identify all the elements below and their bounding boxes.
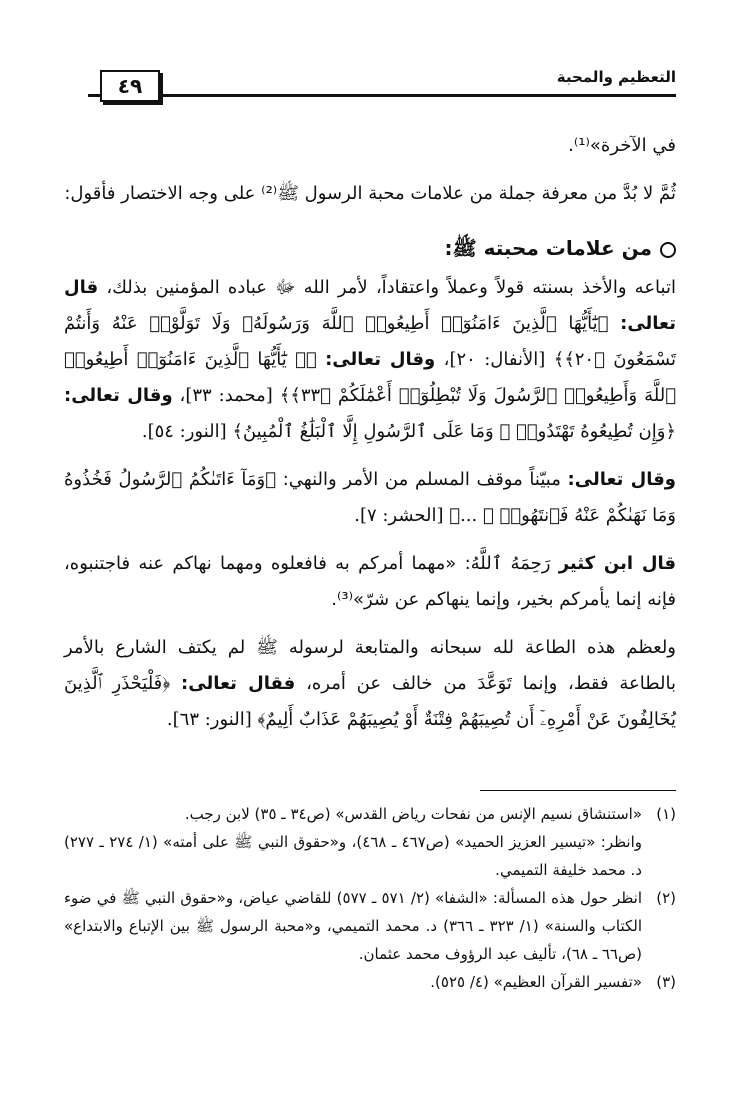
- circle-bullet-icon: [660, 242, 676, 258]
- p3-label-b: وقال تعالى:: [325, 349, 436, 370]
- p4-label: وقال تعالى:: [567, 469, 676, 490]
- p3-quran-b: ﴿۞ يَٰٓأَيُّهَا ٱلَّذِينَ ءَامَنُوٓا۟ أَطِيعُوا۟ ٱللَّهَ وَأَطِيعُوا۟ ٱلرَّسُولَ وَلَا تُبْطِلُوٓا۟ أَعْمَٰلَكُمْ ﴿٣٣﴾﴾ [محمد: ٣٣]،: [64, 349, 676, 406]
- paragraph-4: [64, 462, 676, 534]
- p3-text-a: اتباعه والأخذ بسنته قولاً وعملاً واعتقاداً، لأمر الله ﷻ عباده المؤمنين بذلك،: [106, 277, 676, 298]
- p6-quran: ﴿فَلْيَحْذَرِ ٱلَّذِينَ يُخَالِفُونَ عَنْ أَمْرِهِۦٓ أَن تُصِيبَهُمْ فِتْنَةٌ أَوْ يُصِيبَهُمْ عَذَابٌ أَلِيمٌ﴾ [النور: ٦٣].: [64, 673, 676, 730]
- section-heading: [64, 228, 676, 268]
- footnote-1-line-1: «استنشاق نسيم الإنس من نفحات رياض القدس» (ص٣٤ ـ ٣٥) لابن رجب.: [184, 805, 642, 823]
- p3-label-c: وقال تعالى:: [64, 385, 173, 406]
- p4-quran: ﴿وَمَآ ءَاتَىٰكُمُ ٱلرَّسُولُ فَخُذُوهُ وَمَا نَهَىٰكُمْ عَنْهُ فَٱنتَهُوا۟ ۚ ...﴾ [الحشر: ٧].: [64, 469, 676, 526]
- footnote-3-number: (٣): [656, 973, 676, 991]
- footnote-3-text: «تفسير القرآن العظيم» (٤/ ٥٢٥).: [430, 973, 642, 991]
- main-text: [64, 128, 676, 738]
- header-rule: [88, 94, 676, 97]
- footnote-2-text: انظر حول هذه المسألة: «الشفا» (٢/ ٥٧١ ـ ٥٧٧) للقاضي عياض، و«حقوق النبي ﷺ في ضوء الكتاب والسنة» (١/ ٣٢٣ ـ ٣٦٦) د. محمد التميمي، و«محبة الرسول ﷺ بين الإتباع والابتداع» (ص٦٦ ـ ٦٨)، تأليف عبد الرؤوف محمد عثمان.: [64, 889, 643, 963]
- footnote-1-line-2: وانظر: «تيسير العزيز الحميد» (ص٤٦٧ ـ ٤٦٨)، و«حقوق النبي ﷺ على أمته» (١/ ٢٧٤ ـ ٢٧٧) د. محمد خليفة التميمي.: [64, 833, 643, 879]
- p6-label: فقال تعالى:: [181, 673, 296, 694]
- p4-text: مبيّناً موقف المسلم من الأمر والنهي:: [282, 469, 561, 490]
- page-header: [88, 66, 676, 106]
- paragraph-6: [64, 630, 676, 738]
- footnote-2: [64, 884, 676, 968]
- p3-label-a: قال تعالى:: [64, 277, 676, 334]
- paragraph-5: [64, 546, 676, 618]
- footnotes: [64, 800, 676, 996]
- p5-label: قال ابن كثير: [558, 553, 676, 574]
- paragraph-1: في الآخرة»⁽¹⁾.: [568, 135, 676, 156]
- footnote-1-number: (١): [656, 805, 676, 823]
- paragraph-2: ثُمَّ لا بُدَّ من معرفة جملة من علامات محبة الرسول ﷺ⁽²⁾ على وجه الاختصار فأقول:: [64, 183, 676, 204]
- footnote-2-number: (٢): [656, 889, 676, 907]
- p5-text: رَحِمَهُ ٱللَّهُ: «مهما أمركم به فافعلوه ومهما نهاكم عنه فاجتنبوه، فإنه إنما يأمركم بخير، وإنما ينهاكم عن شرّ»⁽³⁾.: [64, 553, 676, 610]
- p3-quran-c: ﴿وَإِن تُطِيعُوهُ تَهْتَدُوا۟ ۚ وَمَا عَلَى ٱلرَّسُولِ إِلَّا ٱلْبَلَٰغُ ٱلْمُبِينُ﴾ [النور: ٥٤].: [141, 421, 676, 442]
- paragraph-3: [64, 270, 676, 450]
- footnote-3: [64, 968, 676, 996]
- p6-text: ولعظم هذه الطاعة لله سبحانه والمتابعة لرسوله ﷺ لم يكتف الشارع بالأمر بالطاعة فقط، وإنما تَوَعَّدَ من خالف عن أمره،: [64, 637, 676, 694]
- section-title: من علامات محبته ﷺ:: [444, 236, 652, 260]
- footnote-separator: [480, 790, 676, 791]
- p3-quran-a: ﴿يَٰٓأَيُّهَا ٱلَّذِينَ ءَامَنُوٓا۟ أَطِيعُوا۟ ٱللَّهَ وَرَسُولَهُۥ وَلَا تَوَلَّوْا۟ عَنْهُ وَأَنتُمْ تَسْمَعُونَ ﴿٢٠﴾﴾ [الأنفال: ٢٠]،: [64, 313, 676, 370]
- running-title: التعظيم والمحبة: [556, 68, 676, 86]
- footnote-1: [64, 800, 676, 828]
- page-number: ٤٩: [100, 70, 160, 102]
